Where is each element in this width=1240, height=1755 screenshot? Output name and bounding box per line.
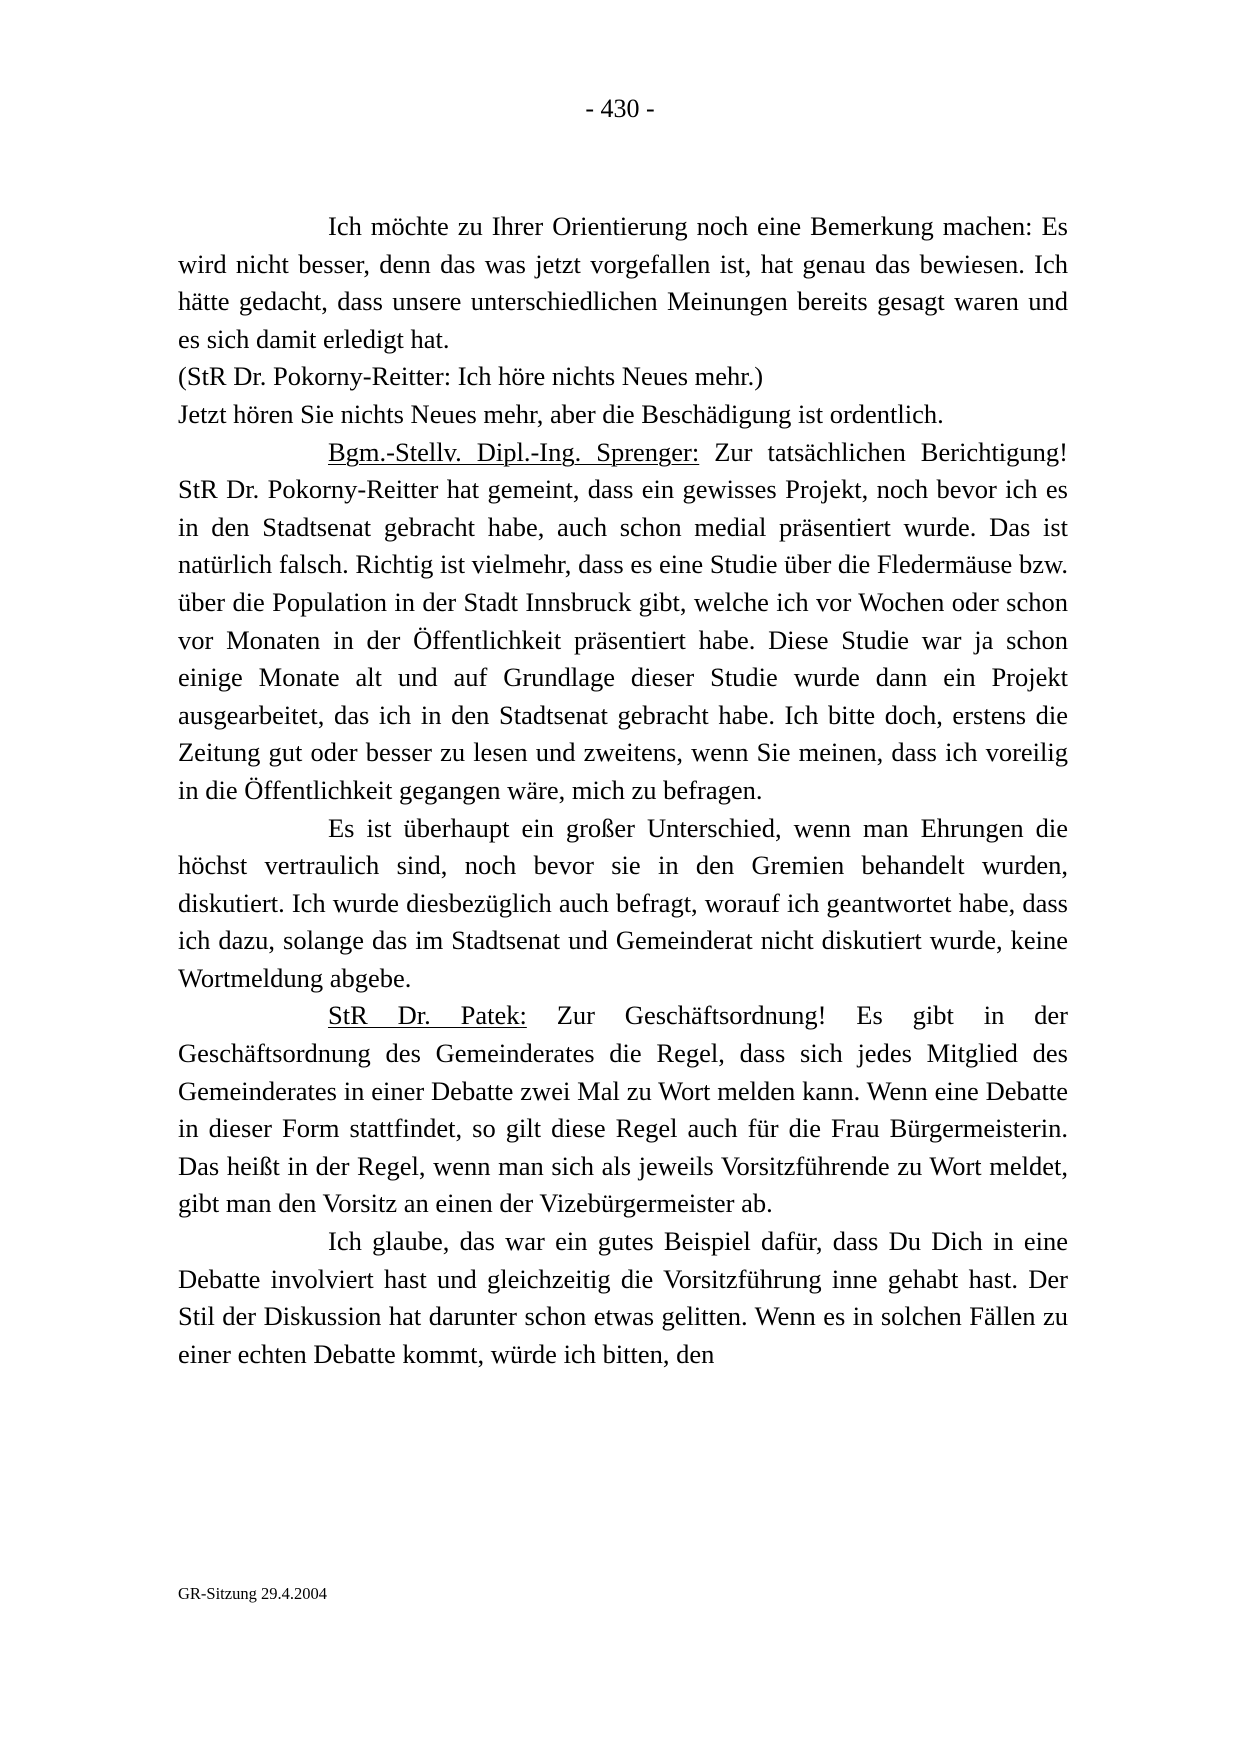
speaker-name: Bgm.-Stellv. Dipl.-Ing. Sprenger: — [328, 436, 700, 467]
paragraph-text: Zur tatsächlichen Berichtigung! StR Dr. Pokorny-Reitter hat gemeint, dass ein gewisses Projekt, noch bevor ich es in den Stadtsenat gebracht habe, auch schon medial präsentiert wurde. Das ist natürlich falsch. Richtig ist vielmehr, dass es eine Studie über die Fledermäuse bzw. über die Population in der Stadt Innsbruck gibt, welche ich vor Wochen oder schon vor Monaten in der Öffentlichkeit präsentiert habe. Diese Studie war ja schon einige Monate alt und auf Grundlage dieser Studie wurde dann ein Projekt ausgearbeitet, das ich in den Stadtsenat gebracht habe. Ich bitte doch, erstens die Zeitung gut oder besser zu lesen und zweitens, wenn Sie meinen, dass ich voreilig in die Öffentlichkeit gegangen wäre, mich zu befragen. — [178, 436, 1068, 805]
paragraph-text: Zur Geschäftsordnung! Es gibt in der Geschäftsordnung des Gemeinderates die Regel, dass sich jedes Mitglied des Gemeinderates in einer Debatte zwei Mal zu Wort melden kann. Wenn eine Debatte in dieser Form stattfindet, so gilt diese Regel auch für die Frau Bürgermeisterin. Das heißt in der Regel, wenn man sich als jeweils Vorsitzführende zu Wort meldet, gibt man den Vorsitz an einen der Vizebürgermeister ab. — [178, 1000, 1069, 1219]
paragraph-text: Ich möchte zu Ihrer Orientierung noch eine Bemerkung machen: Es wird nicht besser, denn das was jetzt vorgefallen ist, hat genau das bewiesen. Ich hätte gedacht, dass unsere unterschiedlichen Meinungen bereits gesagt waren und es sich damit erledigt hat. — [178, 211, 1068, 354]
paragraph-text: Es ist überhaupt ein großer Unterschied, wenn man Ehrungen die höchst vertraulich sind, noch bevor sie in den Gremien behandelt wurden, diskutiert. Ich wurde diesbezüglich auch befragt, worauf ich geantwortet habe, dass ich dazu, solange das im Stadtsenat und Gemeinderat nicht diskutiert wurde, keine Wortmeldung abgebe. — [178, 812, 1068, 993]
speech-sprenger — [178, 434, 1068, 810]
speech-patek — [178, 997, 1068, 1223]
paragraph-text: (StR Dr. Pokorny-Reitter: Ich höre nichts Neues mehr.) — [178, 361, 764, 392]
paragraph — [178, 396, 1068, 434]
paragraph-text: Jetzt hören Sie nichts Neues mehr, aber die Beschädigung ist ordentlich. — [178, 398, 944, 429]
page-number: - 430 - — [585, 94, 655, 123]
paragraph-text: Ich glaube, das war ein gutes Beispiel dafür, dass Du Dich in eine Debatte involviert hast und gleichzeitig die Vorsitzführung inne gehabt hast. Der Stil der Diskussion hat darunter schon etwas gelitten. Wenn es in solchen Fällen zu einer echten Debatte kommt, würde ich bitten, den — [178, 1226, 1068, 1369]
speaker-name: StR Dr. Patek: — [328, 1000, 527, 1031]
footer-session-date: GR-Sitzung 29.4.2004 — [178, 1584, 327, 1603]
document-body — [178, 208, 1068, 1373]
paragraph — [178, 1223, 1068, 1373]
interjection — [178, 358, 1068, 396]
paragraph — [178, 208, 1068, 358]
paragraph — [178, 810, 1068, 998]
